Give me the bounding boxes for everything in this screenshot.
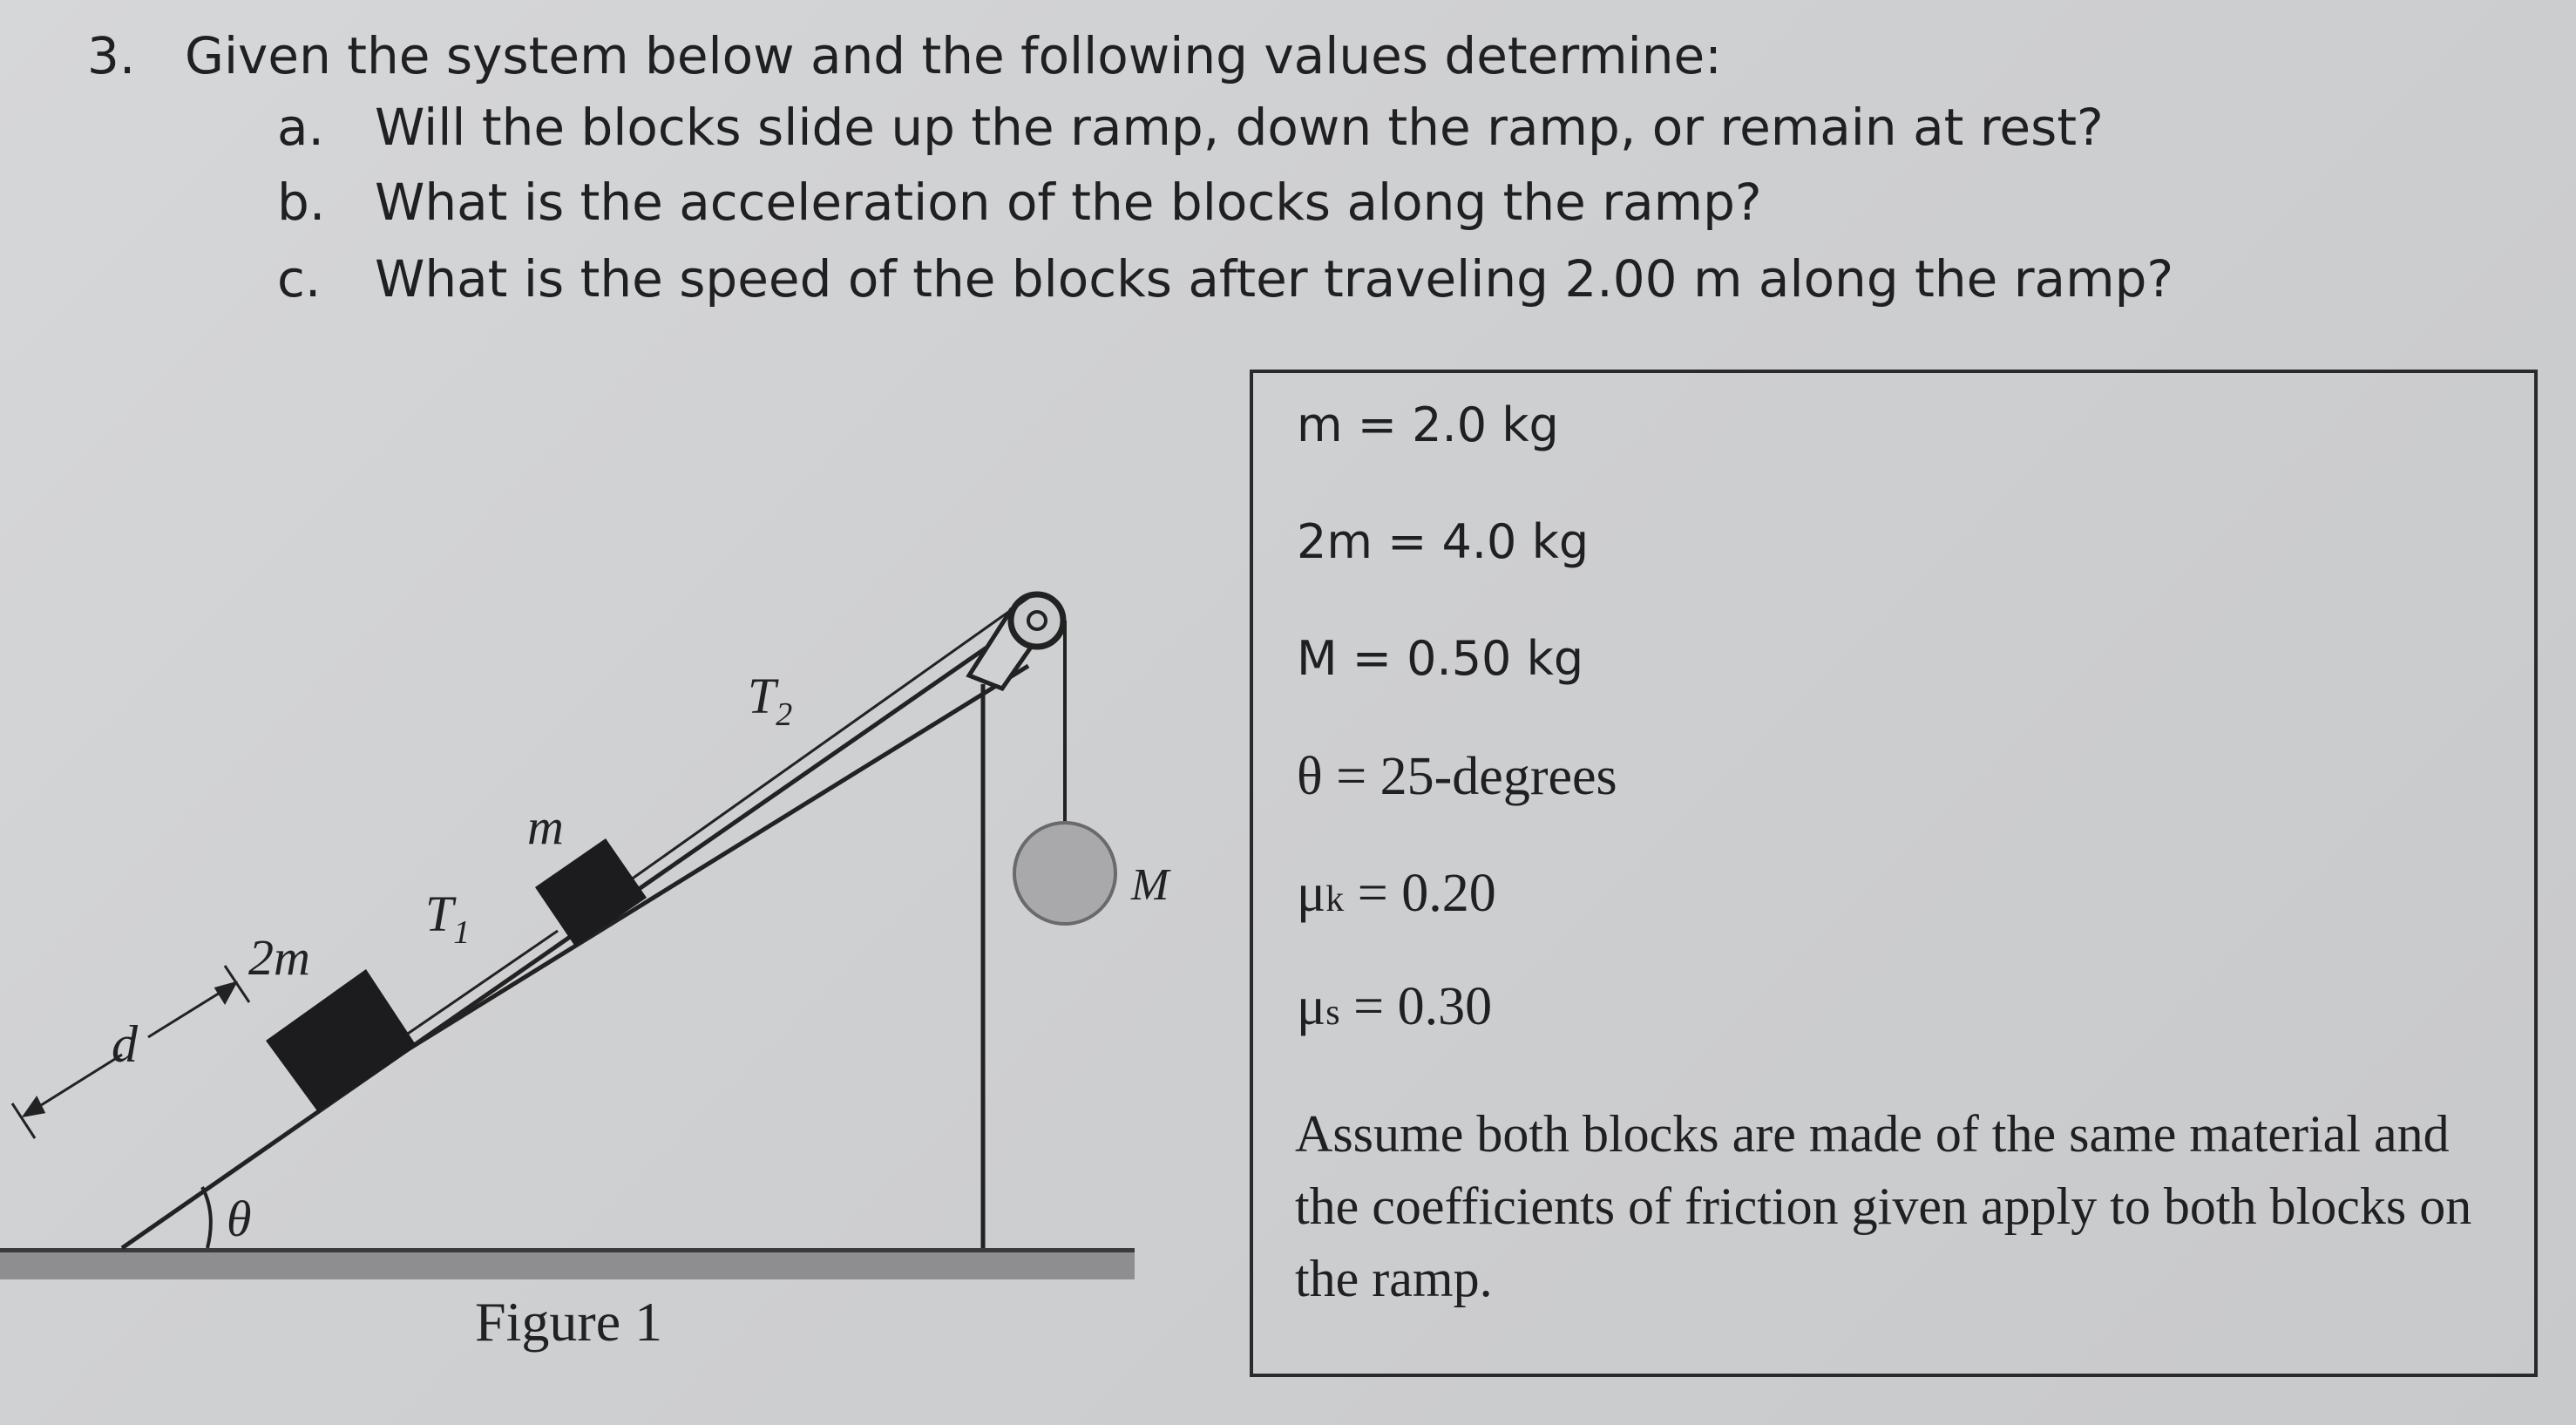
- hanging-mass-M: [1014, 823, 1115, 924]
- part-c-text: What is the speed of the blocks after traveling 2.00 m along the ramp?: [375, 249, 2174, 309]
- figure-1: [0, 349, 1237, 1394]
- question-prompt: Given the system below and the following values determine:: [185, 26, 1722, 85]
- label-theta: θ: [227, 1191, 252, 1247]
- pulley: [1011, 594, 1063, 647]
- part-b-text: What is the acceleration of the blocks along the ramp?: [375, 173, 1762, 232]
- question-number: 3.: [87, 26, 136, 85]
- given-note: Assume both blocks are made of the same material and the coefficients of friction given apply to both blocks on the ramp.: [1295, 1105, 2472, 1307]
- given-theta: θ = 25-degrees: [1297, 747, 1617, 806]
- label-M: M: [1131, 860, 1169, 910]
- part-a-text: Will the blocks slide up the ramp, down the ramp, or remain at rest?: [375, 98, 2104, 157]
- label-m: m: [527, 798, 564, 855]
- string-t1: [405, 931, 558, 1035]
- part-b-label: b.: [277, 173, 326, 232]
- part-c-label: c.: [277, 249, 322, 309]
- label-d: d: [112, 1015, 138, 1073]
- label-t2: $T_2$: [748, 668, 793, 733]
- given-2m: 2m = 4.0 kg: [1297, 514, 1590, 569]
- given-m: m = 2.0 kg: [1297, 397, 1559, 452]
- label-2m: 2m: [248, 929, 310, 986]
- block-2m: [266, 969, 417, 1112]
- ground: [0, 1248, 1135, 1279]
- label-t1: $T_1$: [425, 886, 471, 951]
- string-t2: [627, 598, 1028, 882]
- given-mu-s: μs = 0.30: [1297, 977, 1493, 1036]
- angle-arc: [202, 1187, 211, 1248]
- given-values-box: [1250, 370, 2538, 1377]
- figure-caption: Figure 1: [475, 1291, 663, 1353]
- part-a-label: a.: [277, 98, 324, 157]
- given-M: M = 0.50 kg: [1297, 631, 1584, 686]
- given-mu-k: μk = 0.20: [1297, 864, 1496, 923]
